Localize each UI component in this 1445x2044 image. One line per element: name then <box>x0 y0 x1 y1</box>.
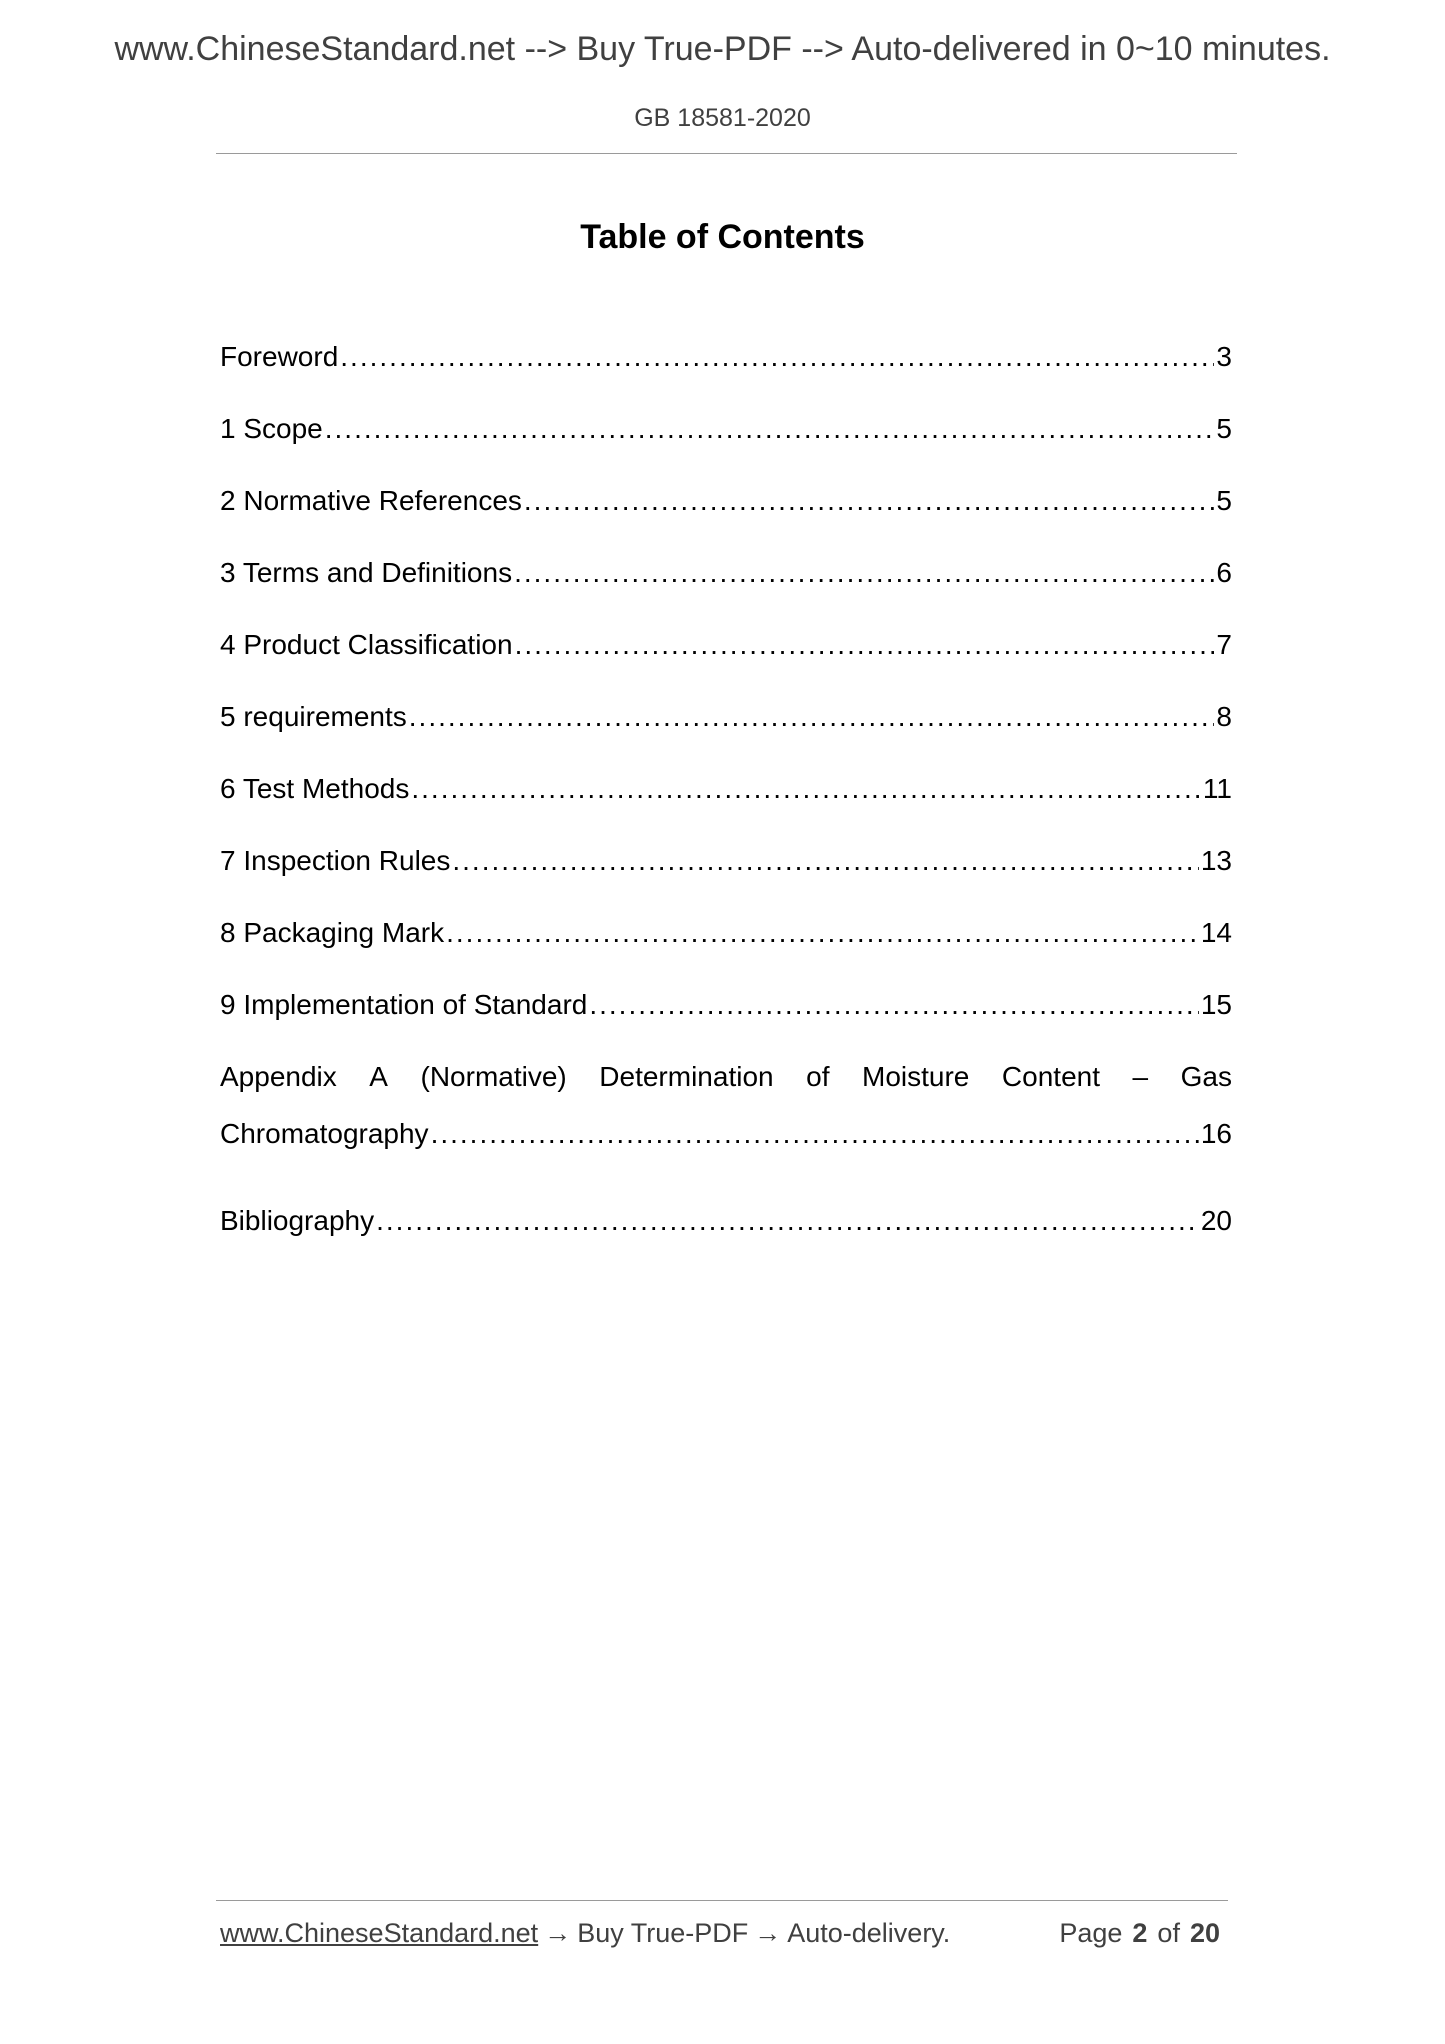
toc-entry-word: Determination <box>599 1061 774 1092</box>
toc-entry-normative-references[interactable] <box>220 479 1232 551</box>
page-label: Page <box>1059 1918 1123 1948</box>
toc-entry-word: Appendix <box>220 1061 337 1092</box>
toc-entry-label: 5 requirements <box>220 701 407 732</box>
toc-entry-word: Content <box>1001 1061 1100 1092</box>
toc-entry-packaging-mark[interactable] <box>220 911 1232 983</box>
dot-leader <box>515 623 1215 667</box>
dot-leader <box>452 839 1198 883</box>
toc-entry-page: 14 <box>1200 917 1232 948</box>
dot-leader <box>524 479 1215 523</box>
page-footer <box>220 1918 1230 1949</box>
footer-delivery-text: Auto-delivery. <box>787 1918 951 1948</box>
toc-entry-page: 3 <box>1216 341 1232 372</box>
toc-entry-scope[interactable] <box>220 407 1232 479</box>
toc-entry-page: 8 <box>1216 701 1232 732</box>
toc-entry-label: Bibliography <box>220 1205 375 1236</box>
toc-entry-page: 5 <box>1216 413 1232 444</box>
toc-entry-page: 16 <box>1200 1118 1232 1149</box>
toc-entry-word: Gas <box>1180 1061 1232 1092</box>
toc-entry-word: Moisture <box>862 1061 970 1092</box>
toc-entry-inspection-rules[interactable] <box>220 839 1232 911</box>
toc-entry-word: of <box>806 1061 830 1092</box>
dot-leader <box>431 1112 1199 1156</box>
current-page-number: 2 <box>1132 1918 1148 1948</box>
toc-entry-page: 7 <box>1216 629 1232 660</box>
toc-entry-foreword[interactable] <box>220 335 1232 407</box>
footer-divider <box>216 1900 1228 1901</box>
toc-entry-label: 8 Packaging Mark <box>220 917 445 948</box>
toc-entry-implementation-of-standard[interactable] <box>220 983 1232 1055</box>
footer-site-link[interactable]: www.ChineseStandard.net <box>220 1918 539 1948</box>
of-label: of <box>1157 1918 1180 1948</box>
toc-entry-bibliography[interactable] <box>220 1199 1232 1271</box>
toc-entry-label: 4 Product Classification <box>220 629 513 660</box>
toc-entry-page: 15 <box>1200 989 1232 1020</box>
toc-entry-word: (Normative) <box>420 1061 567 1092</box>
footer-buy-text: Buy True-PDF <box>577 1918 749 1948</box>
toc-entry-page: 5 <box>1216 485 1232 516</box>
site-banner: www.ChineseStandard.net --> Buy True-PDF --> Auto-delivered in 0~10 minutes. <box>114 30 1331 68</box>
toc-entry-product-classification[interactable] <box>220 623 1232 695</box>
toc-entry-label: 9 Implementation of Standard <box>220 989 588 1020</box>
dot-leader <box>376 1199 1199 1243</box>
toc-entry-label: 2 Normative References <box>220 485 522 516</box>
toc-entry-page: 13 <box>1200 845 1232 876</box>
toc-entry-word: A <box>369 1061 388 1092</box>
toc-entry-continuation-line <box>220 1112 1232 1184</box>
toc-entry-label: 1 Scope <box>220 413 323 444</box>
toc-entry-word: – <box>1132 1061 1149 1092</box>
right-arrow-icon: → <box>544 1918 572 1948</box>
total-pages-number: 20 <box>1189 1918 1220 1948</box>
toc-entry-requirements[interactable] <box>220 695 1232 767</box>
toc-entry-terms-and-definitions[interactable] <box>220 551 1232 623</box>
toc-entry-label: Foreword <box>220 341 339 372</box>
toc-entry-label: 6 Test Methods <box>220 773 410 804</box>
toc-entry-appendix-a[interactable] <box>220 1055 1232 1199</box>
toc-entry-test-methods[interactable] <box>220 767 1232 839</box>
toc-entry-page: 11 <box>1202 773 1232 804</box>
dot-leader <box>514 551 1214 595</box>
toc-entry-page: 6 <box>1216 557 1232 588</box>
toc-entry-label: 3 Terms and Definitions <box>220 557 513 588</box>
table-of-contents <box>220 335 1232 1271</box>
dot-leader <box>340 335 1214 379</box>
header-divider <box>216 153 1237 154</box>
dot-leader <box>589 983 1199 1027</box>
toc-entry-label-line <box>220 1055 1232 1112</box>
dot-leader <box>409 695 1215 739</box>
toc-entry-label: Chromatography <box>220 1118 429 1149</box>
page-indicator <box>1059 1918 1230 1949</box>
toc-entry-page: 20 <box>1200 1205 1232 1236</box>
document-code: GB 18581-2020 <box>634 104 811 132</box>
dot-leader <box>411 767 1201 811</box>
dot-leader <box>446 911 1199 955</box>
toc-title: Table of Contents <box>580 218 865 256</box>
dot-leader <box>325 407 1215 451</box>
toc-entry-label: 7 Inspection Rules <box>220 845 451 876</box>
right-arrow-icon: → <box>754 1918 782 1948</box>
